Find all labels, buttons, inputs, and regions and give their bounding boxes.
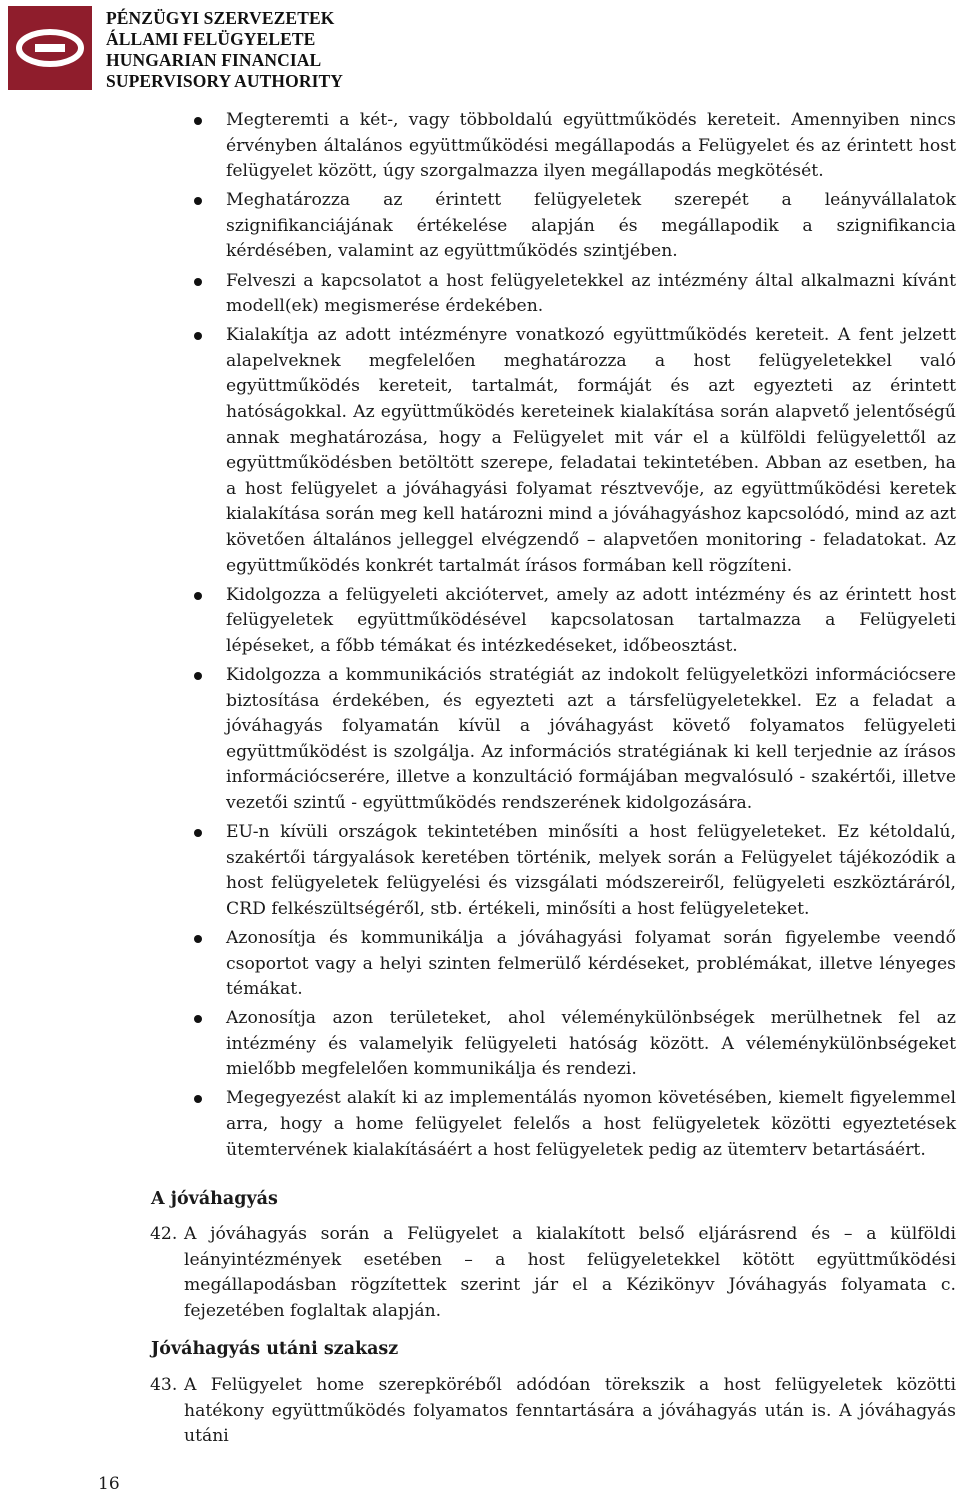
list-item-text: Azonosítja azon területeket, ahol véleménykülönbségek merülhetnek fel az intézmény és valamelyik felügyeleti hatóság között. A véleménykülönbségeket mielőbb megfelelően kommunikálja és rendezi. [226,1008,956,1080]
bullet-icon [194,1095,202,1103]
paragraph-number: 43. [150,1375,178,1395]
org-name-line: HUNGARIAN FINANCIAL [106,50,322,70]
list-item-text: Meghatározza az érintett felügyeletek szerepét a leányvállalatok szignifikanciájának értékelése alapján és megállapodik a szignifikancia kérdésében, valamint az együttműködés szintjében. [226,190,956,262]
list-item-text: Megteremti a két-, vagy többoldalú együttműködés kereteit. Amennyiben nincs érvényben általános együttműködési megállapodás a Felügyelet és az érintett host felügyelet között, úgy szorgalmazza ilyen megállapodás megkötését. [226,110,956,182]
list-item-text: Kidolgozza a felügyeleti akciótervet, amely az adott intézmény és az érintett host felügyeletek együttműködésével kapcsolatosan tartalmazza a Felügyeleti lépéseket, a főbb témákat és intézkedéseket, időbeosztást. [226,584,956,656]
list-item-text: Felveszi a kapcsolatot a host felügyeletekkel az intézmény által alkalmazni kívánt modell(ek) megismerése érdekében. [226,270,956,317]
section-heading: A jóváhagyás [151,1189,278,1209]
bullet-icon [194,197,202,205]
bullet-list [226,108,956,1167]
list-item-text: Kialakítja az adott intézményre vonatkozó együttműködés kereteit. A fent jelzett alapelveknek megfelelően meghatározza a host felügyeletekkel való együttműködés kereteit, tartalmát, formáját és azt egyezteti az érintett hatóságokkal. Az együttműködés kereteinek kialakítása során alapvető jelentőségű annak meghatározása, hogy a Felügyelet mit vár el a külföldi felügyelettől az együttműködésben betöltött szerepe, feladatai tekintetében. Abban az esetben, ha a host felügyelet a jóváhagyási folyamat résztvevője, az együttműködési keretek kialakítása során meg kell határozni mind a jóváhagyáshoz kapcsolódó, mind az azt követően általános jelleggel elvégzendő – alapvetően monitoring - feladatokat. Az együttműködés konkrét tartalmát írásos formában kell rögzíteni. [226,325,956,576]
list-item [226,108,956,185]
list-item [226,820,956,922]
list-item-text: Azonosítja és kommunikálja a jóváhagyási folyamat során figyelembe veendő csoportot vagy a helyi szinten felmerülő kérdéseket, problémákat, illetve lényeges témákat. [226,927,956,1000]
list-item [226,663,956,817]
bullet-icon [194,672,202,680]
bullet-icon [194,935,202,943]
bullet-icon [194,1015,202,1023]
bullet-icon [194,117,202,125]
bullet-icon [194,332,202,340]
list-item [226,188,956,265]
paragraph-text: A Felügyelet home szerepköréből adódóan törekszik a host felügyeletek közötti hatékony együttműködés folyamatos fenntartására a jóváhagyás után is. A jóváhagyás utáni [184,1375,956,1447]
numbered-paragraph [150,1373,956,1450]
bullet-icon [194,829,202,837]
logo [8,6,92,90]
org-name-line: SUPERVISORY AUTHORITY [106,71,343,91]
list-item-text: Megegyezést alakít ki az implementálás nyomon követésében, kiemelt figyelemmel arra, hogy a home felügyelet felelős a host felügyeletek közötti egyeztetések ütemtervének kialakításáért a host felügyeletek pedig az ütemterv betartásáért. [226,1088,956,1160]
list-item [226,1006,956,1083]
page-header [8,6,343,90]
page-number: 16 [98,1474,120,1494]
list-item [226,323,956,579]
bullet-icon [194,278,202,286]
list-item-text: EU-n kívüli országok tekintetében minősíti a host felügyeleteket. Ez kétoldalú, szakértői tárgyalások keretében történik, melyek során a Felügyelet tájékozódik a host felügyeletek felügyelési és vizsgálati módszereiről, felügyeleti eszköztáráról, CRD felkészültségéről, stb. értékeli, minősíti a host felügyeleteket. [226,822,956,919]
org-name-line: ÁLLAMI FELÜGYELETE [106,29,316,49]
paragraph-number: 42. [150,1224,178,1244]
section-heading: Jóváhagyás utáni szakasz [151,1339,399,1359]
bullet-icon [194,592,202,600]
numbered-paragraph [150,1222,956,1324]
paragraph-text: A jóváhagyás során a Felügyelet a kialakított belső eljárásrend és – a külföldi leányintézmények esetében – a host felügyeletekkel kötött együttműködési megállapodásban rögzítettek szerint jár el a Kézikönyv Jóváhagyás folyamata c. fejezetében foglaltak alapján. [184,1224,956,1321]
authority-emblem-icon [13,25,87,71]
list-item [226,1086,956,1163]
list-item [226,583,956,660]
list-item [226,269,956,320]
org-name-line: PÉNZÜGYI SZERVEZETEK [106,8,335,28]
list-item-text: Kidolgozza a kommunikációs stratégiát az indokolt felügyeletközi információcsere biztosítása érdekében, és egyezteti azt a társfelügyeletekkel. Ez a feladat a jóváhagyás folyamatán kívül a jóváhagyást követő folyamatos felügyeleti együttműködést is szolgálja. Az információs stratégiának ki kell terjednie az írásos információcserére, illetve a konzultáció formájában megvalósuló - szakértői, illetve vezetői szintű - együttműködés rendszerének kidolgozására. [226,664,956,813]
organization-name [106,8,343,92]
list-item [226,926,956,1003]
